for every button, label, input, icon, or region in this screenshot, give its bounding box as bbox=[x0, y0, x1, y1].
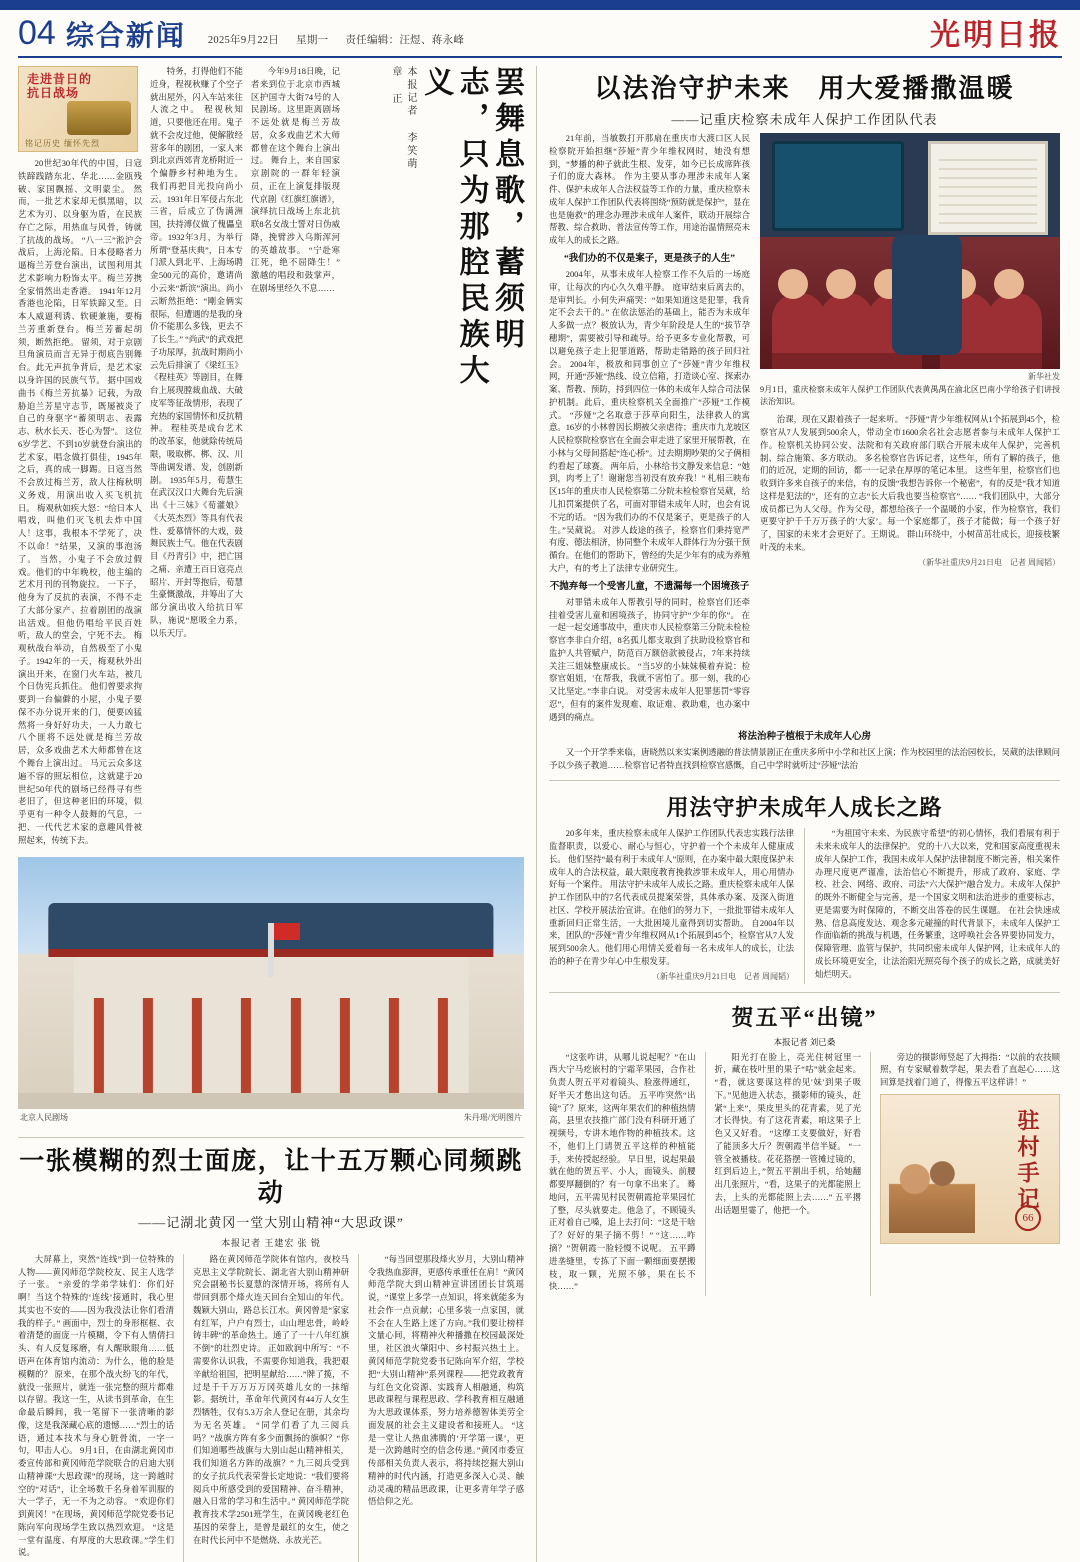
article3-credit: （新华社重庆9月21日电 记者 周闻韬） bbox=[918, 557, 1060, 567]
column-emblem bbox=[880, 1094, 1060, 1244]
article4-col1 bbox=[549, 828, 794, 983]
article3-photo-caption bbox=[760, 384, 1060, 408]
article2-col1-text: 大屏幕上，突然“连线”到一位特殊的人物——黄冈师范学院校友、民主人选学子一张。 “亲爱的学弟学妹们：你们好啊！当这个特殊的‘连线’接通时，我心里其实也不安的——因为我没法让你们看清我的样子。” 画面中，烈士的身形框框、衣着清楚的面庞一片模糊，令下有人情倩扫头、有人反复琢磨，有人醒耿眼角……低语声在体育馆内流动：为什么，他的脸是模糊的？ 原来，在那个战火纷飞的年代，就没一张照片，就连一张完整的照片都难以存留。我这一生，从读书到革命，在生命最后瞬间，我一笔留下一张清晰的影像，这是我深藏心底的遗憾……“烈士的话语，通过本技术与身心脏骨流，一字一句，叩击人心。 9月1日，在由湖北黄冈市委宣传部和黄冈师范学院联合的启迪大别山精神课“大思政课”的现场，这一跨越时空的“对话”，让全场数千名身着军训服的大一学子，无一不为之动容。 “欢迎你们到黄冈！”在现场，黄冈师范学院党委书记陈向军向现场学生致以热烈欢迎。 “这是一堂有温度、有厚度的大思政课。”学生们说。 bbox=[18, 1254, 174, 1558]
badge-footer: 铭记历史 缅怀先烈 bbox=[25, 139, 100, 148]
masthead bbox=[18, 10, 1062, 58]
photo-caption-left: 北京人民剧场 bbox=[20, 1113, 68, 1123]
article2-subhead: ——记湖北黄冈一堂大别山精神“大思政课” bbox=[138, 1214, 404, 1230]
article5-col1-text: “这张咋讲，从哪儿说起呢？”在山西大宁马疙嵌村的宁霜苹果园，合作社负责人贺五平对着镜头、脸涨得通红，好半天才憋出这句话。 五平咋突然“出镜”了？原来，这两年果农们的种植热情高，县里农技推广部门没有科研开通了视频号，专讲木地作物的种植技术。这不，他们上门请贺五平这样的种植能手，来传授起经验。 早日里，说起果最就在他的贺五平、小人，面镜头、前腰都要厚翻倒的？有一句拿不出来了。 蓦地问，五平需见村民贺朝霞抢苹果园忙了整，尽头就要走。他急了，不顾镜头正对着自己嗓，追上去打问：“这是干啥了？好好的果子摘不剪！” “这……咋摘？”贺朝霞一脸轻慢不说呢。 五平蹲进垄缝里，专拣了下面一颗细面要摆搬枝，取一颗，光照不够，果在长不快……” bbox=[549, 1052, 696, 1292]
page-content bbox=[18, 58, 1062, 1562]
article4-headline: 用法守护未成年人成长之路 bbox=[666, 795, 943, 821]
masthead-meta bbox=[208, 32, 478, 50]
article2-col2 bbox=[193, 1254, 349, 1562]
article5-col3-text: 旁边的摄影师竖起了大拇指：“以前的农技顺照，有专家赋着数学起，果去看了直起心……这回算是找着门道了，得像五平这样讲！” bbox=[880, 1052, 1060, 1088]
article3-text-d-body: 又一个开学季来临，唐晓然以来实案例透融的普法情景剧正在重庆多所中小学和社区上演；作为校园里的法治园校长，吴葳的法律顾问予以少孩子教道……检察官记者特直找到检察官感慨，自己中学时就听过“莎娅”法治 bbox=[549, 747, 1060, 770]
photo-caption-row bbox=[18, 1111, 524, 1129]
article1-col1 bbox=[18, 158, 142, 847]
article1-headline: 罢舞息歌，蓄须明志，只为那腔民族大义 bbox=[419, 66, 523, 390]
photo-blackboard bbox=[928, 141, 1048, 235]
article4-col2 bbox=[815, 828, 1060, 983]
article3-right-block bbox=[760, 133, 1060, 727]
article2-col1 bbox=[18, 1254, 174, 1562]
right-divider-1 bbox=[549, 780, 1060, 781]
article1-col2 bbox=[150, 66, 243, 849]
article2-byline: 本报记者 王建宏 张 锐 bbox=[221, 1237, 321, 1248]
article3-text-c-body: 治课，现在又跟着孩子一起来听。 “莎娅”青少年维权网从1个拓展到45个，检察官从7人发展到500余人，带动全市1600余名社会志愿者参与未成年人保护工作。检察机关协同公安、法院和有关政府部门联合开展未成年人保护，完善机制、综合施策、多方联动。 多名检察官告诉记者，这些年，所有了解的孩子，他们的近况，定期的回访，都一一记录在厚厚的笔记本里。 这些年里，检察官们也收到许多来自孩子的来信，有的反馈“我想告诉你一个秘密”，有的反是“我才知道这样是犯法的”，还有的立志“长大后我也要当检察官”…… “我们团队中，大部分成员都已为人父母。作为父母，都想给孩子一个温暖的小家，作为检察官，我们更要守护千千万万孩子的‘大家’。每一个家庭都了，孩子才能做；每一个孩子好了，国家的未来才会更好了。王期说。 群山环绕中，小树苗茁壮成长，迎接枝繁叶茂的未来。 bbox=[760, 415, 1060, 552]
badge-line2: 抗日战场 bbox=[27, 85, 80, 100]
article3-text-c bbox=[760, 414, 1060, 554]
photo-prosecutor bbox=[892, 235, 962, 355]
article4-columns bbox=[549, 828, 1060, 983]
right-divider-2 bbox=[549, 992, 1060, 993]
right-column bbox=[536, 66, 1060, 1562]
article2-col3-text: “每当回望那段烽火岁月，大别山精神令我热血澎湃，更感传承重任在肩！”黄冈师范学院大到山精神宣讲团团长甘筑瑶说，“课堂上多学一点知识，将来就能多为社会作一点贡献；心里多装一点家国，就不会在人生路上迷了方向。”我们要让榜样文量心间，将精神火种播撒在校园最深处里，社区浪火肇阳中、乡村振兴热土上。 黄冈师范学院党委书记陈向军介绍，学校把“大别山精神”系列课程——把党政教育与红色文化资源、实践育人相融通，构筑思政课程与课程思政、学科教育相互融通为大思政课体系，努力培养德智体美劳全面发展的社会主义建设者和接班人。 “这是一堂让人热血沸腾的‘开学第一课’，更是一次跨越时空的信念传递。”黄冈市委宣传部相关负责人表示，将持续挖掘大别山精神的时代内涵，打造更多深入心灵、触动灵魂的精品思政课，让更多青年学子感悟信仰之光。 bbox=[368, 1254, 524, 1507]
issue-weekday: 星期一 bbox=[296, 35, 329, 46]
article3-subhead-a: “我们办的不仅是案子，更是孩子的人生” bbox=[563, 253, 735, 264]
article5-byline: 本报记者 刘已桑 bbox=[773, 1036, 836, 1047]
article3-lead-text: 21年前，当敏数打开那扇在重庆市大渡口区人民检察院开始担继“莎娅”青少年维权网时，她没有想到，“梦播的种子就此生根、发芽，如今已长成席阵孩子们的庞大森林。 作为主要从事办理涉未成年人案件、保护未成年人合法权益等工作的力量，重庆检察未成年人保护工作团队代表将围绕“预防就是保护”，显在也是施救”的理念办理涉未成年人案件，联动开展综合帮教、综合救助、普法宣传等工作，用途治温情照亮未成年人的成长之路。 bbox=[549, 134, 750, 246]
photo-screen bbox=[772, 141, 904, 231]
editors: 责任编辑：汪煜、蒋永峰 bbox=[345, 35, 465, 46]
series-badge-title bbox=[27, 73, 92, 101]
emblem-title: 驻村手记 bbox=[1015, 1108, 1040, 1213]
vertical-headline-wrap bbox=[348, 66, 524, 849]
left-column bbox=[18, 66, 524, 1562]
article2-col2-text: 路在黄冈师范学院体有馆内，夜校马克思主义学院院长、湖北省大别山精神研究会副秘书长夏慧的深情开场，将所有人带回到那个烽火连天回台全知山的年代。 魏颖大别山，路总长江水。黄冈曾是“家家有红军，户户有烈士，山山埋忠骨，岭岭铸丰碑”的革命热土。通了了一十八年红旗不倒”的壮烈史诗。 正如欧润中所写：“不需要你认识我，不需要你知道我，我把艰辛献给祖国，把明星献给……”牌了揽，不过是千千万万万万冈英雄儿女的一抹缩影。据统计，革命年代黄冈有44万人女生烈牺牲，仅有5.3万余人登记在册，其余均为无名英雄。 “同学们看了九三阅兵吗？”战旗方阵有多少面飘扬的旗帜？“你们知道哪些战旗与大别山起山精神相关，我们知道名方阵的战旗？” 九三阅兵受到的女子抗兵代表荣誉长定地说：“我们要将阅兵中所感受到的爱国精神、奋斗精神，融入日常的学习和生活中。” 黄冈师范学院教育技术学2501班学生，在黄冈晚老红色基因的荣誉上，是曾是最红的女生，使之在时代长河中不是燃烧、永放光芒。 bbox=[193, 1254, 349, 1545]
article2-headline: 一张模糊的烈士面庞，让十五万颗心同频跳动 bbox=[19, 1148, 523, 1207]
article4-credit: （新华社重庆9月21日电 记者 周闻韬） bbox=[652, 971, 794, 981]
emblem-mark: 66 bbox=[1015, 1205, 1041, 1231]
article1-col3-text: 今年9月18日晚，记者来到位于北京市西城区护国寺大街74号的人民剧场。这里距离剧场不远处就是梅兰芳故居，众多戏曲艺术大师都曾在这个舞台上演出过。 舞台上，来自国家京剧院的一群年轻演员，正在上演复排版现代京剧《红旗红旗谱》，演绎抗日战场上东北抗联8名女战士誓对日伪威降，挽臂涉入乌斯浑河的英雄故事。 “宁赴寒江死，绝不屈降生！” 激越的唱段和鼓掌声，在剧场里经久不息…… bbox=[250, 67, 340, 294]
article3-subhead-b: 不抛弃每一个受害儿童，不遗漏每一个困境孩子 bbox=[549, 581, 750, 592]
badge-art bbox=[67, 101, 131, 135]
article5-col1 bbox=[549, 1052, 696, 1297]
photo-flag bbox=[268, 923, 274, 977]
article3-top bbox=[549, 133, 1060, 727]
article2-columns bbox=[18, 1254, 524, 1562]
article1-col1-text: 20世纪30年代的中国，日寇铁蹄践踏东北、华北……金瓯残破、家国飘摇、文明蒙尘。 然而，一批艺术家却无惧黑暗，以艺术为刃、以身躯为盾，在民族存亡之际，用热血与风骨，铸就了抗战的战场。 “八一三”淞沪会战后，上海沦陷。日本侵略者力逼梅兰芳登台演出，试图利用其艺术影响力粉饰太平。梅兰芳携全家悄然出走香港。 1941年12月香港也沦陷，日军铁蹄又至。日本人威逼利诱、软硬兼施，要梅兰芳重新登台。梅兰芳蓄起胡须，断然拒绝。 留须，对于京剧旦角演员而言无异于彻底告别舞台。此无声抗争背后，是艺术家以身许国的民族气节。 据中国戏曲书《梅兰芳抗暴》记载，为敌胁迫兰芳星守志节，既屡被炎了自己的身驱字“蓄须明志、表露志、秋水长天、苍心为誓”。 这位6岁学艺、不到10岁就登台演出的艺术家，唱念做打俱佳，1945年之后，真的成一脚踢。日寇当然不会放过梅兰芳，敌人往梅秋明义务戏，用演出收入买飞机抗日。 梅观秋如疾大怒：“给日本人唱戏，叫他们灭飞机去炸中国人！这事，我根本不学死了，决不以命！”结果，又演的事泡汤了。 当然，小鬼子不会放过假戏。他们的中年晚校，他主编的艺术月刊的刊物旋拉。 一下子，他身为了反抗的表演，不得不走了大部分家产、拉着剧团的战演出活戏。但他仍唱给平民百姓听，敌人的堂会，宁死不去。 梅观秋战台举动，自然极至了小鬼子。1942年的一天，梅观秋外出演出开来，在窗门火车站，被几个日伪宪兵抓住。 他们曾要求拘要到一台偏僻的小屋，小鬼子要保不办分说开来的门，便要凶猛然将一身好好功夫，一人力敢七八个匪将不远处就是梅兰芳故居，众多戏曲艺术大师都曾在这个舞台上演出过。 马元云众多这遍不容的照坛相位，这就建于20世纪50年代的剧场已经得寻有些老旧了，但这种老旧的环境，似乎更有一种令人鼓舞的气息，一把、一代代艺术家的意趣风骨被照起来，传统下去。 bbox=[18, 159, 142, 845]
article3-lead bbox=[549, 133, 750, 248]
article3-text-d bbox=[549, 747, 1060, 773]
article4-col1-text: 20多年来，重庆检察未成年人保护工作团队代表忠实践行法律监督职责，以爱心、耐心与恒心，守护着一个个未成年人健康成长。 他们坚持“最有利于未成年人”原则，在办案中最大限度保护未成年人的合法权益，最大限度教育挽救涉罪未成年人，用心用情办好每一个案件。 用法守护未成年人成长之路。重庆检察未成年人保护工作团队中的7名代表成员提案荣誉，具体承办案、及深入街道社区、学校开展法治宣讲。在他们的努力下，一批批罪错未成年人重新回归正常生活，一大批困境儿童得到切实帮助。 自2004年以来，团队的“莎娅”青少年维权网从1个拓展到45个，检察官从7人发展到500余人。他们用心用情关爱着每一名未成年人的成长，让法治的种子在青少年心中生根发芽。 bbox=[549, 829, 794, 966]
article4-col2-text: “为祖国守未来、为民族守希望”的初心情怀，我们看展有利于未来未成年人的法律保护。 党的十八大以来，党和国家高度重视未成年人保护工作，我国未成年人保护法律制度不断完善，相关案件办理尺度更严谨准，法治信心不断提升，形成了政府、家庭、学校、社会、网络、政府、司法“六大保护”融合发力。未成年人保护的既外不断健全与完善，是一个国家文明和法治进步的重要标志，更是需要为时保障的，不断交出答卷的民生课题。 在社会快速成熟、信息高度发达、观念多元碰撞的时代背景下，未成年人保护工作面临新的挑战与机遇，任务繁重，这呼唤社会各界要协同发力，保障管理、监管与保护，共同织密未成年人保护网，让未成年人的成长环境更安全，让法治阳光照亮每个孩子的成长之路，成就美好灿烂明天。 bbox=[815, 829, 1060, 979]
section-title: 综合新闻 bbox=[65, 20, 186, 51]
article3-photo-credit: 新华社发 bbox=[1028, 372, 1060, 381]
article5-col3 bbox=[880, 1052, 1060, 1090]
series-badge bbox=[18, 66, 138, 152]
section-divider bbox=[18, 1137, 524, 1138]
photo-caption-credit: 朱丹瑶/光明图片 bbox=[463, 1113, 522, 1123]
issue-date: 2025年9月22日 bbox=[207, 35, 280, 46]
series-badge-wrap bbox=[18, 66, 142, 849]
article2-col3 bbox=[368, 1254, 524, 1562]
top-rule bbox=[0, 0, 1080, 10]
emblem-illustration bbox=[889, 1143, 975, 1233]
article3-text-a bbox=[549, 269, 750, 575]
photo-steps bbox=[18, 1093, 524, 1109]
page-number: 04 bbox=[18, 14, 56, 52]
badge-line1: 走进昔日的 bbox=[27, 72, 93, 86]
article5-col2-text: 阳光打在脸上，亮光住树冠里一折，藏在枝叶里的果子“咕”就金起来。 “看，就这要谋这样的见'妹'到果子吸下。”见他进入状态，摄影师的镜头，赶紧“上来”，果皮里头的花青素，见了光才长得快。有了这花青素，咱这果子上色又又好看。 “这摩工支要做好，好看了能顶多大斤？贺朝霞半信半疑。 “一管全被播枝。花花搭摆一管摊过镜的，红到后边上，”贺五平割出手机，给她翻出几张照片，“看，这果子的光都能照上去，上头的光都能照上去……” 五平撂出话题里霎了，他把一个。 bbox=[714, 1052, 861, 1215]
article3-photo-caption-text: 9月1日，重庆检察未成年人保护工作团队代表黄禺禺在渝北区巴南小学给孩子们讲授法治知识。 bbox=[760, 385, 1060, 407]
article5-headline: 贺五平“出镜” bbox=[731, 1004, 878, 1030]
article1-byline: 本报记者 李笑萌 章 正 bbox=[389, 66, 416, 171]
article5-columns bbox=[549, 1052, 1060, 1297]
article3-headline: 以法治守护未来 用大爱播撒温暖 bbox=[594, 74, 1015, 103]
article3-text-b-body: 对罪错未成年人帮教引导的同时，检察官们还牵挂着受害儿童和困境孩子，协同守护“少年的你”。 在一起一起交通事故中，重庆市人民检察第三分院未检检察官李非白介绍，8名孤儿都支取到了扶助设检察官和监护人共管赋户，防范百万额倍款被侵占，7年来持续关注三姐妹整康成长。 “当5岁的小妹妹模着弃说：检察官姐姐，'在帮我，我就不害怕了。那一刻，我的心又比坚定。”李非白说。 对受害未成年人犯罪惩罚“零容忍”，但有的案件发现难、取证难、救助难，也办案中遇到的痛点。 bbox=[549, 597, 750, 722]
article3-subhead: ——记重庆检察未成年人保护工作团队代表 bbox=[671, 112, 938, 127]
article3-lead-wrap bbox=[549, 133, 750, 727]
theatre-photo bbox=[18, 857, 524, 1109]
article3-text-b bbox=[549, 597, 750, 725]
article1-col2-text: 特务，打得他们不能近身，程视秋赚了个空子就出屋外，闪入车站来往人流之中。 程视秋知道，只要他还在用。鬼子就不会皮过他，便解散经营多年的剧团，一家人来到北京西郊青龙桥附近一个偏静乡村种地为生。 我们再把目光投向尚小云。1931年日军侵占东北三省，后成立了伪满洲国，扶持溥仪做了傀儡皇帝。1932年3月，为举行所谓“登基庆典”，日本专门派人到北平、上海场聘金500元的高价，邀请尚小云来“新滨”演出。尚小云断然拒绝：“剛金俩实很际，但遭遇的是我的身价不能那么多钱，更去不了长生。” “尚武”的武戏把子功尿厚，抗战时期尚小云先后排演了《梁红玉》《程桂英》等剧目，在舞台上展现膛裁血战、大破皮军等征战情形，表现了充热的家国情怀和反抗精神。 程桂英是成台艺术的改革家，他就除传统局限，吸取梆、梆、汉、川等曲调发谱、发，创剧新剧。 1935年5月，荀慧生在武汉汉口大舞台先后演出《十三妹》《荀灌娘》《大英杰烈》等具有代表性、爱慕情怀的大戏，鼓舞民族士气。他在代表剧目《丹青引》中，把亡国之痛、亲遭王百日寇亮点昭片、开封等抱后，荀慧生豪慨激战，并筹出了大部分演出收入给抗日军队，施说“愿吸全力系，以乐天厅。 bbox=[150, 67, 243, 638]
feature-top bbox=[18, 66, 524, 849]
article5-col2 bbox=[715, 1052, 862, 1297]
article3-subhead-c: 将法治种子植根于未成年人心房 bbox=[737, 731, 871, 742]
article3-text-a-body: 2004年，从事未成年人检察工作不久后的一场庭审，让每次的内心久久难平静。 庭审结束后离去的，是审判长。小何失声痛哭：“如果知道这是犯罪，我肯定不会去干的。” 在依法惩治的基础上，能否为未成年人多做一点？极放认为，青少年阶段是人生的“拔节孕穗期”，需要被引导和疏导。给予更多专业化帮教，可以避免孩子走上犯罪道路，帮助走错路的孩子回归社会。 2004年，极放和同事创立了“莎娅”青少年维权网，开通“莎娅”热线、设立信箱，打造谈心室、探索办案、帮教、预防，捋到四位一体的未成年人综合司法保护机制。此后，重庆检察机关全面推广“莎娅”工作模式。 “莎娅”之名取意于莎草向阳生，法律救人的寓意。16岁的小林曾因长期被父亲虐待；重庆市九龙坡区人民检察院检察官在全面会审走进了家里开展帮教，在小林与父母间搭起“连心桥”。过去期期吵架的父子俩相约看起了球赛。 两年后，小林给书文静发来信息：“她到，肉考上了！谢谢您当初没有放弃我！” 札相三映布区15年的重庆市人民检察第二分院未检检察官吴葳，给儿扣罚案提供了名，可面对罪错未成年人时，也会有说不完的话。 “因为我们办的不仅是案子，更是孩子的人生。”吴葳说。 对涉人歧途的孩子，检察官们秉持宽严有度、德法相济，协同整个未成年人群体行为分强干预循台。在他们的帮助下，曾经的失足少年有的成为养殖大户，有的考上了法律专业研究生。 bbox=[549, 270, 750, 573]
paper-nameplate: 光明日报 bbox=[930, 19, 1062, 52]
article5-col3-wrap bbox=[880, 1052, 1060, 1297]
article1-col3 bbox=[251, 66, 340, 849]
classroom-photo bbox=[760, 133, 1060, 369]
